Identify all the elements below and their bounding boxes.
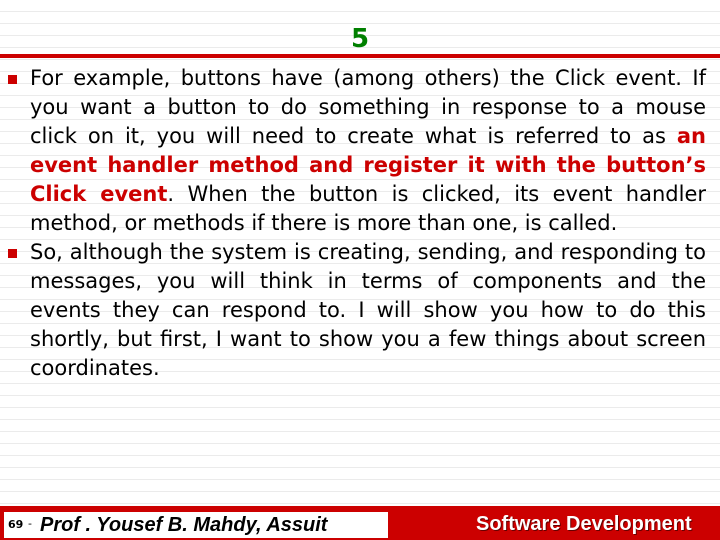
bullet-list bbox=[8, 64, 706, 383]
square-bullet-icon bbox=[8, 75, 17, 84]
page-number: 69 bbox=[8, 518, 24, 531]
highlighted-text: an event handler method and register it with the button’s Click event bbox=[30, 124, 706, 206]
footer-separator: - bbox=[28, 517, 32, 530]
footer-author: Prof . Yousef B. Mahdy, Assuit bbox=[40, 514, 328, 536]
slide-title: 5 bbox=[350, 24, 370, 54]
bullet-text: So, although the system is creating, sending, and responding to messages, you will think in terms of components and the events they can respond to. I will show you how to do this shortly, but first, I want to show you a few things about screen coordinates. bbox=[30, 240, 706, 380]
square-bullet-icon bbox=[8, 249, 17, 258]
title-divider bbox=[0, 54, 720, 58]
footer-author-box bbox=[4, 512, 388, 538]
bullet-text: For example, buttons have (among others) the Click event. If you want a button to do something in response to a mouse click on it, you will need to create what is referred to as bbox=[30, 66, 706, 148]
footer-brand: Software Development bbox=[476, 513, 692, 535]
footer-bar bbox=[0, 506, 720, 540]
bullet-text: . When the button is clicked, its event handler method, or methods if there is more than one, is called. bbox=[30, 182, 706, 235]
bullet-item bbox=[8, 238, 706, 383]
bullet-item bbox=[8, 64, 706, 238]
